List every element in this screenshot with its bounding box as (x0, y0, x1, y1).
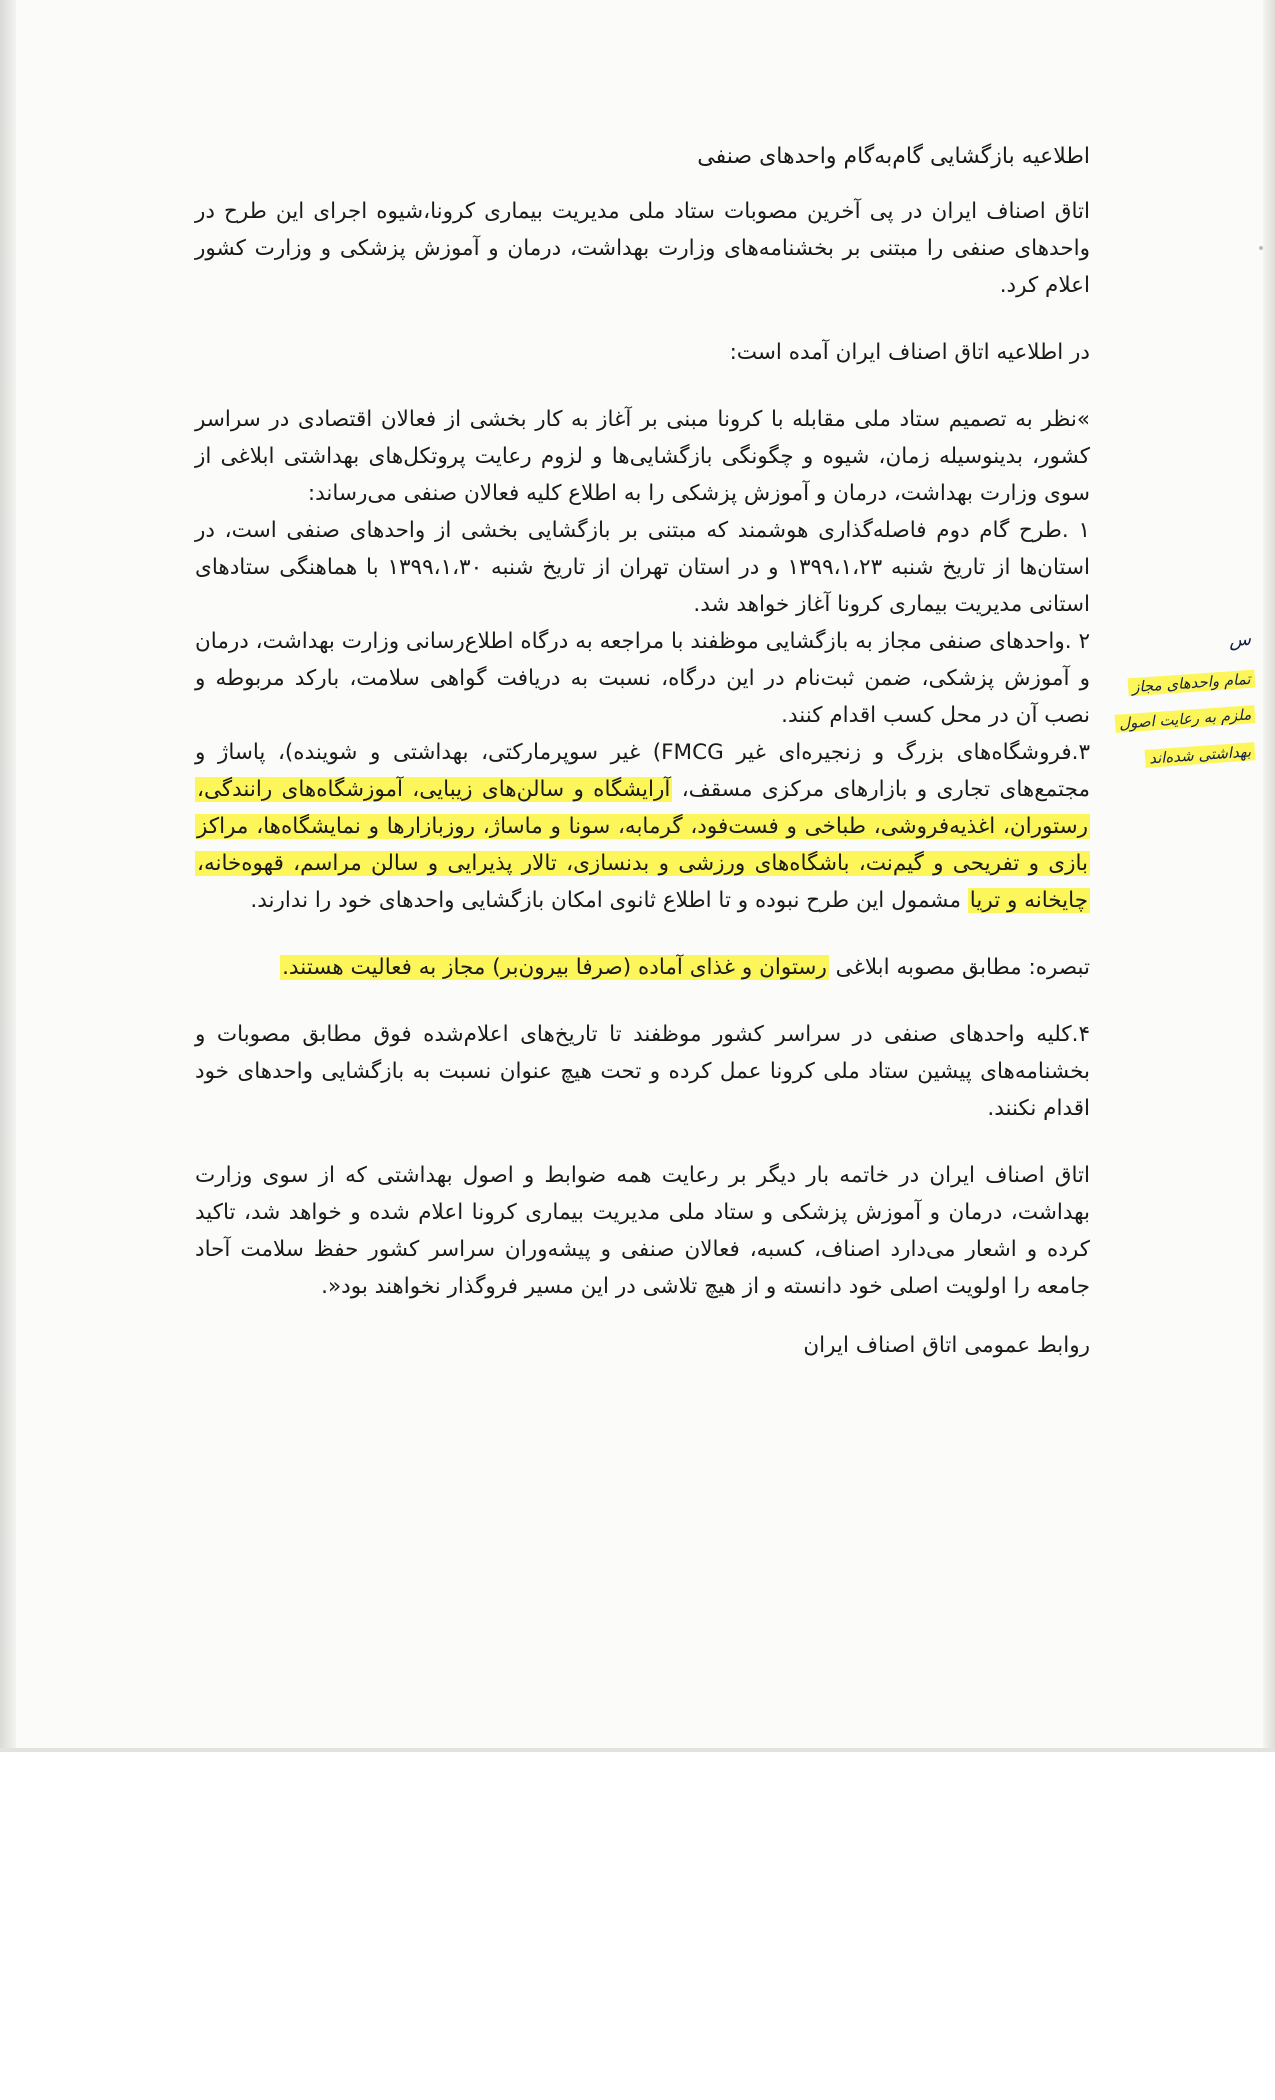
note-line-3: بهداشتی شده‌اند (1144, 742, 1255, 768)
announcement-document (195, 138, 1090, 1364)
item-1: ۱ .طرح گام دوم فاصله‌گذاری هوشمند که مبتنی بر بازگشایی بخشی از واحدهای صنفی است، در استان‌ها از تاریخ شنبه ۱۳۹۹،۱،۲۳ و در استان تهران از تاریخ شنبه ۱۳۹۹،۱،۳۰ با هماهنگی ستادهای استانی مدیریت بیماری کرونا آغاز خواهد شد. (195, 518, 1090, 617)
signature: روابط عمومی اتاق اصناف ایران (803, 1333, 1090, 1358)
note-lead: تبصره: مطابق مصوبه ابلاغی (828, 955, 1090, 980)
item-3-highlighted-businesses: آرایشگاه و سالن‌های زیبایی، آموزشگاه‌های رانندگی، رستوران، اغذیه‌فروشی، طباخی و فست‌فود، گرمابه، سونا و ماساژ، روزبازارها و نمایشگاه‌ها، مراکز بازی و تفریحی و گیم‌نت، باشگاه‌های ورزشی و بدنسازی، تالار پذیرایی و سالن مراسم، قهوه‌خانه، چایخانه و تریا (197, 777, 1088, 913)
scan-bottom-edge (0, 1748, 1275, 1752)
quote-lead: در اطلاعیه اتاق اصناف ایران آمده است: (729, 340, 1090, 365)
scan-speck (1259, 246, 1263, 250)
document-title: اطلاعیه بازگشایی گام‌به‌گام واحدهای صنفی (697, 144, 1090, 169)
scan-right-edge (1263, 0, 1275, 1752)
intro-paragraph: اتاق اصناف ایران در پی آخرین مصوبات ستاد ملی مدیریت بیماری کرونا،شیوه اجرای این طرح در واحدهای صنفی را مبتنی بر بخشنامه‌های وزارت بهداشت، درمان و آموزش پزشکی و وزارت کشور اعلام کرد. (195, 199, 1090, 298)
item-2: ۲ .واحدهای صنفی مجاز به بازگشایی موظفند با مراجعه به درگاه اطلاع‌رسانی وزارت بهداشت، درمان و آموزش پزشکی، ضمن ثبت‌نام در این درگاه، نسبت به دریافت گواهی سلامت، بارکد مربوطه و نصب آن در محل کسب اقدام کنند. (195, 629, 1090, 728)
note-paragraph (195, 949, 1090, 986)
item-3-text-b: مشمول این طرح نبوده و تا اطلاع ثانوی امکان بازگشایی واحدهای خود را ندارند. (250, 888, 968, 913)
note-highlighted: رستوان و غذای آماده (صرفا بیرون‌بر) مجاز به فعالیت هستند. (282, 955, 827, 980)
scan-left-edge (0, 0, 16, 1752)
note-mark: س (1228, 628, 1252, 652)
item-3-text-a: ۳.فروشگاه‌های بزرگ و زنجیره‌ای غیر FMCG) غیر سوپرمارکتی، بهداشتی و شوینده)، پاساژ و مجتمع‌های تجاری و بازارهای مرکزی مسقف، (195, 740, 1090, 802)
note-line-1: تمام واحدهای مجاز (1128, 670, 1256, 697)
item-3 (195, 734, 1090, 919)
note-line-2: ملزم به رعایت اصول (1114, 705, 1255, 733)
handwritten-margin-note (1105, 628, 1255, 782)
closing-paragraph: اتاق اصناف ایران در خاتمه بار دیگر بر رعایت همه ضوابط و اصول بهداشتی که از سوی وزارت بهداشت، درمان و آموزش پزشکی و ستاد ملی مدیریت بیماری کرونا اعلام شده و خواهد شد، تاکید کرده و اشعار می‌دارد اصناف، کسبه، فعالان صنفی و پیشه‌وران سراسر کشور حفظ سلامت آحاد جامعه را اولویت اصلی خود دانسته و از هیچ تلاشی در این مسیر فروگذار نخواهند بود«. (195, 1163, 1090, 1299)
quote-opening: »نظر به تصمیم ستاد ملی مقابله با کرونا مبنی بر آغاز به کار بخشی از فعالان اقتصادی در سراسر کشور، بدینوسیله زمان، شیوه و چگونگی بازگشایی‌ها و لزوم رعایت پروتکل‌های بهداشتی ابلاغی از سوی وزارت بهداشت، درمان و آموزش پزشکی را به اطلاع کلیه فعالان صنفی می‌رساند: (195, 407, 1090, 506)
item-4: ۴.کلیه واحدهای صنفی در سراسر کشور موظفند تا تاریخ‌های اعلام‌شده فوق مطابق مصوبات و بخشنامه‌های پیشین ستاد ملی کرونا عمل کرده و تحت هیچ عنوان نسبت به بازگشایی واحدهای خود اقدام نکنند. (195, 1022, 1090, 1121)
